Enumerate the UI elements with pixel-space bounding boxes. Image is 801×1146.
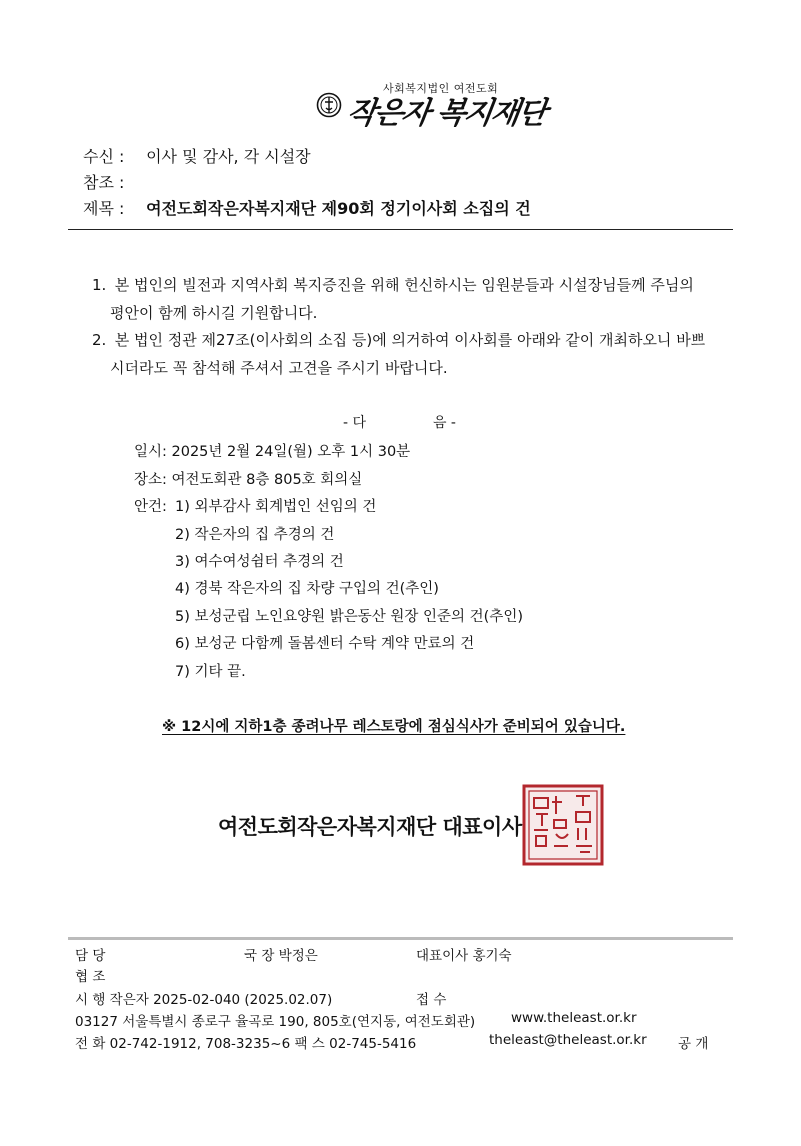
lunch-notice: ※ 12시에 지하1층 종려나무 레스토랑에 점심식사가 준비되어 있습니다. bbox=[162, 719, 626, 735]
subject-row bbox=[83, 196, 531, 219]
reference-label: 참조 : bbox=[83, 173, 125, 192]
reference-row bbox=[83, 170, 146, 193]
footer-director: 국 장 박정은 bbox=[244, 948, 318, 964]
agenda-item: 7) 기타 끝. bbox=[175, 664, 246, 680]
footer-contact-row bbox=[75, 1032, 735, 1052]
footer-document-number: 시 행 작은자 2025-02-040 (2025.02.07) bbox=[75, 992, 333, 1008]
footer-cooperation-row bbox=[75, 965, 735, 985]
footer-approval-row bbox=[75, 944, 735, 964]
footer-address-row bbox=[75, 1010, 735, 1030]
subject-value: 여전도회작은자복지재단 제90회 정기이사회 소집의 건 bbox=[146, 199, 531, 218]
meeting-place: 장소: 여전도회관 8층 805호 회의실 bbox=[134, 472, 363, 488]
agenda-item: 1) 외부감사 회계법인 선임의 건 bbox=[175, 499, 377, 515]
footer-receipt: 접 수 bbox=[416, 992, 447, 1008]
agenda-item: 4) 경북 작은자의 집 차량 구입의 건(추인) bbox=[175, 581, 439, 597]
footer-email: theleast@theleast.or.kr bbox=[489, 1032, 647, 1048]
footer-website: www.theleast.or.kr bbox=[511, 1010, 637, 1026]
section-heading bbox=[343, 412, 456, 432]
agenda-item: 5) 보성군립 노인요양원 밝은동산 원장 인준의 건(추인) bbox=[175, 609, 523, 625]
footer-phone-fax: 전 화 02-742-1912, 708-3235~6 팩 스 02-745-5416 bbox=[75, 1036, 417, 1052]
subject-label: 제목 : bbox=[83, 199, 125, 218]
agenda-item: 3) 여수여성쉼터 추경의 건 bbox=[175, 554, 344, 570]
section-heading-left: - 다 bbox=[343, 415, 367, 431]
recipient-value: 이사 및 감사, 각 시설장 bbox=[146, 147, 311, 166]
recipient-label: 수신 : bbox=[83, 147, 125, 166]
footer-handler: 담 당 bbox=[75, 948, 106, 964]
official-seal-icon bbox=[522, 784, 604, 866]
paragraph-1-line-2: 평안이 함께 하시길 기원합니다. bbox=[110, 304, 318, 322]
recipient-row bbox=[83, 144, 311, 167]
agenda-item: 2) 작은자의 집 추경의 건 bbox=[175, 527, 335, 543]
paragraph-1-line-1: 본 법인의 빌전과 지역사회 복지증진을 위해 헌신하시는 임원분들과 시설장님들께 주님의 bbox=[114, 276, 694, 294]
section-heading-right: 음 - bbox=[432, 415, 456, 431]
footer-representative: 대표이사 홍기숙 bbox=[416, 948, 512, 964]
foundation-emblem-icon bbox=[316, 92, 342, 118]
organization-logotype: 작은자 복지재단 bbox=[345, 96, 548, 131]
paragraph-1 bbox=[92, 272, 694, 298]
paragraph-2-line-1: 본 법인 정관 제27조(이사회의 소집 등)에 의거하여 이사회를 아래와 같이 개최하오니 바쁘 bbox=[114, 331, 706, 349]
footer-issue-row bbox=[75, 988, 735, 1008]
paragraph-2-number: 2. bbox=[92, 331, 107, 349]
meeting-date: 일시: 2025년 2월 24일(월) 오후 1시 30분 bbox=[134, 444, 411, 460]
paragraph-1-number: 1. bbox=[92, 276, 107, 294]
organization-subtitle: 사회복지법인 여전도회 bbox=[383, 82, 499, 95]
header-divider bbox=[68, 229, 733, 230]
footer-disclosure: 공 개 bbox=[678, 1036, 709, 1052]
footer-cooperation: 협 조 bbox=[75, 969, 106, 985]
footer-divider bbox=[68, 937, 733, 940]
paragraph-2 bbox=[92, 327, 705, 353]
agenda-label: 안건: bbox=[134, 499, 167, 515]
footer-address: 03127 서울특별시 종로구 율곡로 190, 805호(연지동, 여전도회관) bbox=[75, 1014, 476, 1030]
representative-title: 여전도회작은자복지재단 대표이사 bbox=[218, 815, 522, 839]
paragraph-2-line-2: 시더라도 꼭 참석해 주셔서 고견을 주시기 바랍니다. bbox=[110, 359, 448, 377]
agenda-item: 6) 보성군 다함께 돌봄센터 수탁 계약 만료의 건 bbox=[175, 636, 475, 652]
